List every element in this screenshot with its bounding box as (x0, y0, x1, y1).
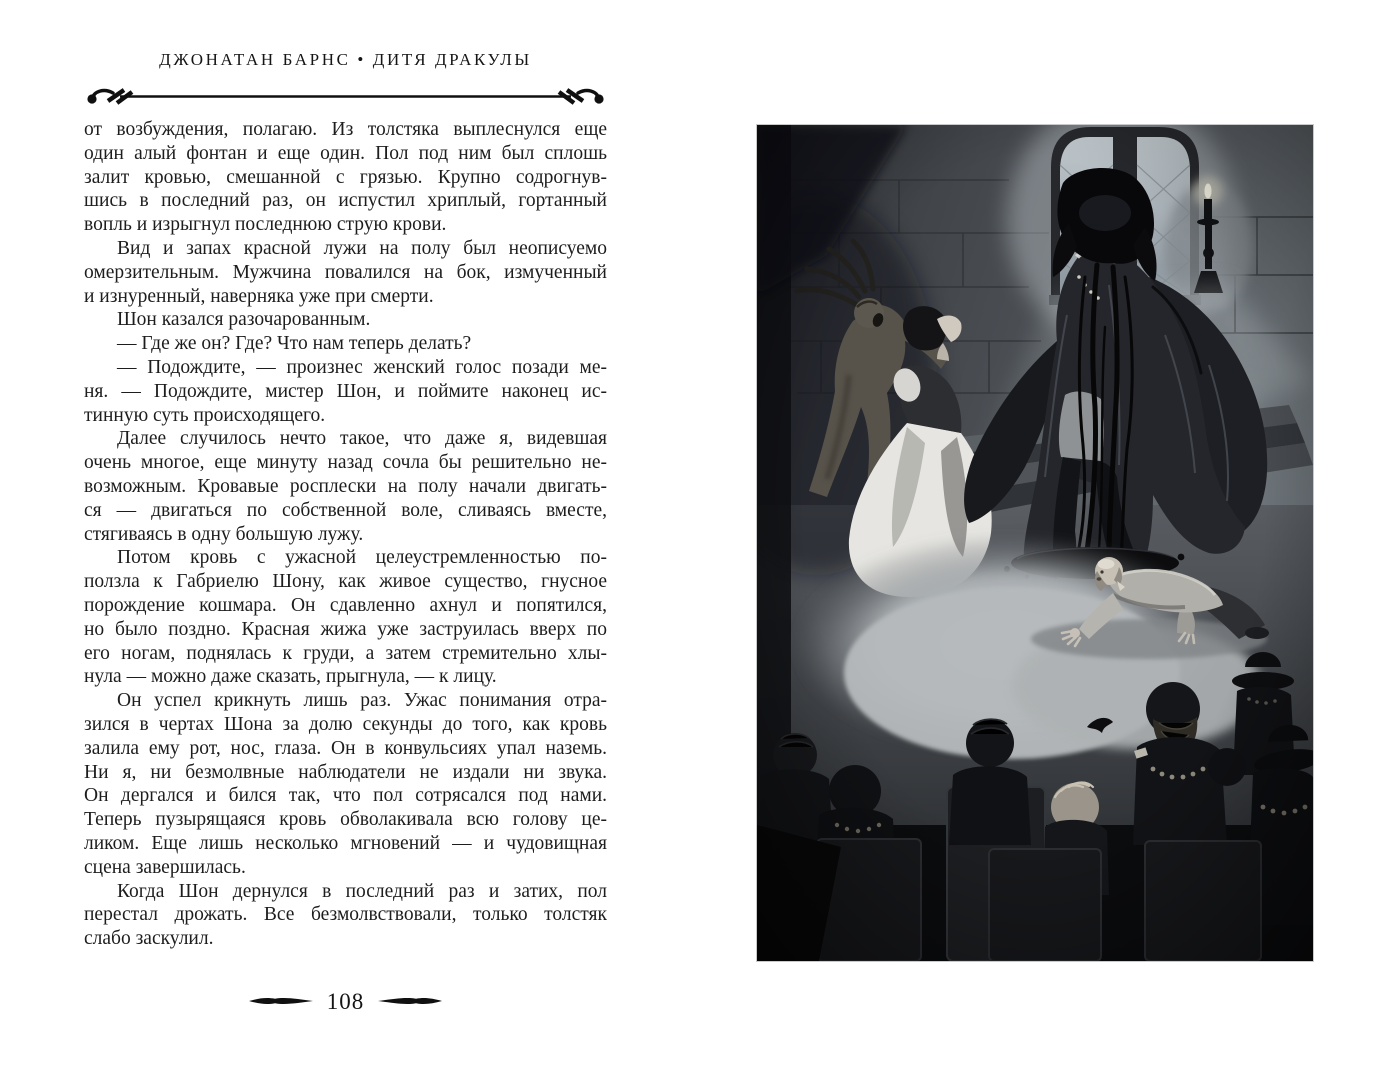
body-text (84, 118, 607, 951)
text-line: Шон казался разочарованным. (117, 309, 371, 331)
text-line: нула — можно даже сказать, прыгнула, — к лицу. (84, 666, 497, 688)
running-header: ДЖОНАТАН БАРНС • ДИТЯ ДРАКУЛЫ (159, 50, 532, 69)
text-line: Далее случилось нечто такое, что даже я, видевшая (117, 428, 607, 450)
text-line: ся — двигаться по собственной воле, сливаясь вместе, (84, 499, 607, 521)
footer-ornament-right (378, 996, 442, 1006)
text-line: но было поздно. Красная жижа уже заструилась вверх по (84, 618, 607, 640)
text-line: вопль и изрыгнул последнюю струю крови. (84, 214, 447, 236)
illustration-art (757, 125, 1313, 961)
vignette (757, 125, 1313, 961)
text-line: зился в чертах Шона за долю секунды до того, как кровь (84, 713, 607, 735)
text-line: сцена завершилась. (84, 856, 246, 878)
text-line: Ни я, ни безмолвные наблюдатели не издали ни звука. (84, 761, 607, 783)
text-line: тинную суть происходящего. (84, 404, 326, 426)
text-line: омерзительным. Мужчина повалился на бок, измученный (84, 261, 607, 283)
text-line: слабо заскулил. (84, 928, 214, 950)
text-line: перестал дрожать. Все безмолвствовали, только толстяк (84, 904, 607, 926)
text-line: Он дергался и бился так, что пол сотрясался под нами. (84, 785, 607, 807)
text-line: и изнуренный, наверняка уже при смерти. (84, 285, 434, 307)
text-line: возможным. Кровавые росплески на полу начали двигать- (84, 475, 607, 497)
text-line: Вид и запах красной лужи на полу был неописуемо (117, 237, 607, 259)
text-line: один алый фонтан и еще один. Пол под ним был сплошь (84, 142, 607, 164)
header-flourish-rule (84, 86, 607, 106)
text-line: Он успел крикнуть лишь раз. Ужас понимания отра- (117, 690, 607, 712)
text-line: очень многое, еще минуту назад сочла бы решительно не- (84, 452, 607, 474)
page-footer (84, 986, 607, 1016)
text-line: стягиваясь в одну большую лужу. (84, 523, 364, 545)
text-line: его ногам, поднялась к груди, а затем стремительно хлы- (84, 642, 607, 664)
text-line: от возбуждения, полагаю. Из толстяка выплеснулся еще (84, 119, 607, 140)
text-line: залит кровью, смешанной с грязью. Крупно содрогнув- (84, 166, 607, 188)
text-line: ня. — Подождите, мистер Шон, и поймите наконец ис- (84, 380, 607, 402)
text-line: — Подождите, — произнес женский голос позади ме- (117, 356, 607, 378)
text-line: залила ему рот, нос, глаза. Он в конвульсиях упал наземь. (84, 737, 607, 759)
text-line: порождение кошмара. Он сдавленно ахнул и попятился, (84, 594, 607, 616)
text-line: Когда Шон дернулся в последний раз и затих, пол (117, 880, 607, 902)
text-line: шись в последний раз, он испустил хриплый, гортанный (84, 190, 607, 212)
text-line: Теперь пузырящаяся кровь обволакивала всю голову це- (84, 809, 607, 831)
page-number: 108 (326, 988, 365, 1014)
right-page-illustration (757, 125, 1313, 961)
text-line: ползла к Габриелю Шону, как живое существо, гнусное (84, 571, 607, 593)
text-line: — Где же он? Где? Что нам теперь делать? (117, 333, 472, 355)
footer-ornament-left (249, 996, 313, 1006)
text-line: ликом. Еще лишь несколько мгновений — и чудовищная (84, 832, 607, 854)
text-line: Потом кровь с ужасной целеустремленностью по- (117, 547, 607, 569)
